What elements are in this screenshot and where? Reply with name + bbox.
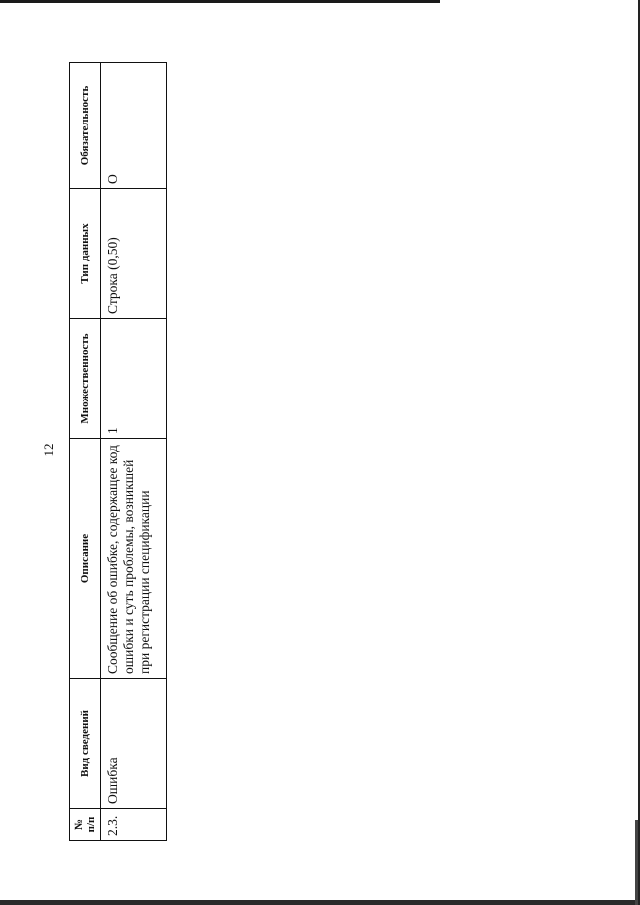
specification-table-container bbox=[69, 62, 167, 841]
header-num: № п/п bbox=[70, 809, 101, 841]
header-description: Описание bbox=[70, 439, 101, 679]
cell-required: О bbox=[101, 63, 167, 189]
table-row bbox=[101, 63, 167, 841]
rotated-table-frame bbox=[69, 62, 167, 841]
table-header-row bbox=[70, 63, 101, 841]
header-data-type: Тип данных bbox=[70, 189, 101, 319]
header-multiplicity: Множественность bbox=[70, 319, 101, 439]
page-number: 12 bbox=[41, 443, 56, 457]
scan-edge-bottom bbox=[0, 900, 640, 905]
header-required: Обязательность bbox=[70, 63, 101, 189]
specification-table bbox=[69, 62, 167, 841]
cell-description: Сообщение об ошибке, содержащее код ошибки и суть проблемы, возникшей при регистрации спецификации bbox=[101, 439, 167, 679]
cell-kind: Ошибка bbox=[101, 679, 167, 809]
header-kind: Вид сведений bbox=[70, 679, 101, 809]
scan-edge-right-lower bbox=[635, 820, 638, 905]
cell-data-type: Строка (0,50) bbox=[101, 189, 167, 319]
cell-multiplicity: 1 bbox=[101, 319, 167, 439]
cell-num: 2.3. bbox=[101, 809, 167, 841]
scan-edge-top bbox=[0, 0, 440, 3]
